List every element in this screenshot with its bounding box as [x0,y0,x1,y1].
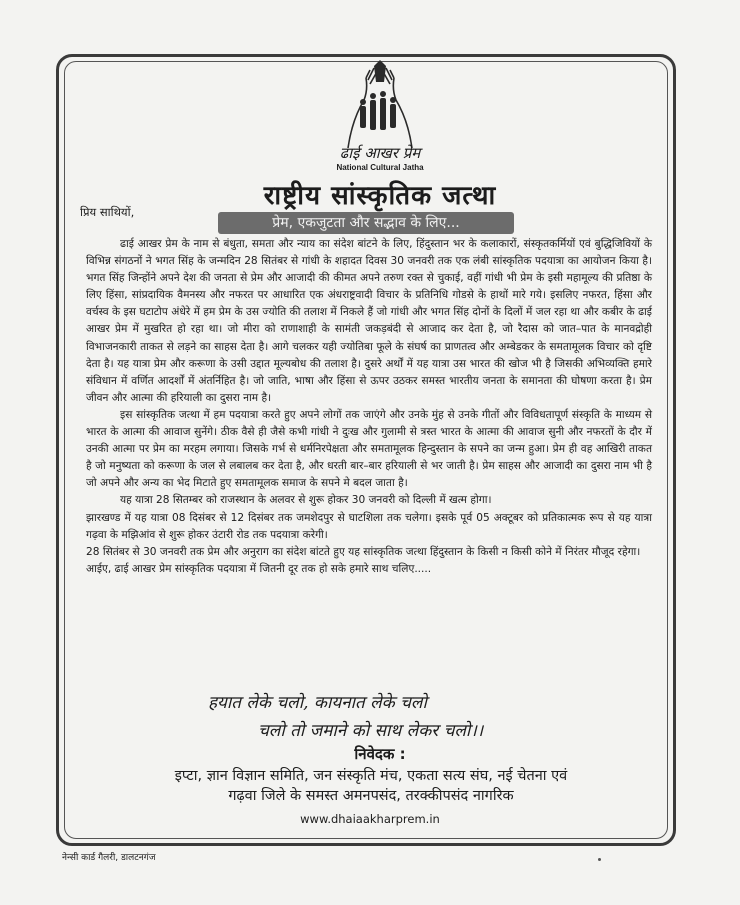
paragraph: ढाई आखर प्रेम के नाम से बंधुता, समता और न्याय का संदेश बांटने के लिए, हिंदुस्तान भर के कलाकारों, संस्कृतकर्मियों एवं बुद्धिजिवियों के विभिन्न संगठनों ने भगत सिंह के जन्मदिन 28 सितंबर से गांधी के शहादत दिवस 30 जनवरी तक एक लंबी सांस्कृतिक पदयात्रा का आयोजन किया है। भगत सिंह जिन्होंने अपने देश की जनता से प्रेम और आजादी की कीमत अपने तरुण रक्त से चुकाई, वहीं गांधी भी प्रेम के इसी महामूल्य की प्रतिष्ठा के लिए हिंसा, सांप्रदायिक वैमनस्य और नफरत पर आधारित एक अंधराष्ट्रवादी विचार के प्रतिनिधि गोडसे के हाथों मारे गये। इसलिए नफरत, हिंसा और वर्चस्व के इस घटाटोप अंधेरे में हम प्रेम के उस ज्योति की तलाश में निकले हैं जो गांधी और भगत सिंह दोनों के दिलों में जल रहा था और कबीर के ढाई आखर प्रेम में मुखरित हो रहा था। जो मीरा को राणाशाही के सामंती जकड़बंदी से आजाद कर देता है, जो रैदास को जात–पात के मानवद्रोही विभाजनकारी ताकत से लड़ने का साहस देता है। आगे चलकर यही ज्योतिबा फूले के संघर्ष का प्राणतत्व और अम्बेडकर के समतामूलक विचार को दृष्टि देता है। यह यात्रा प्रेम और करूणा के उसी उद्दात मूल्यबोध की तलाश है। दुसरे अर्थों में यह यात्रा उस भारत की खोज भी है जिसकी अभिव्यक्ति हमारे संविधान में वर्णित आदर्शों में अंतर्निहित है। जो जाति, भाषा और हिंसा से ऊपर उठकर समस्त भारतीय जनता के समानता की घोषणा करता है। प्रेम जीवन और आत्मा की हरियाली का दुसरा नाम है। [86,238,652,404]
greeting: प्रिय साथियों, [80,205,135,219]
organization-name-hindi: ढाई आखर प्रेम [339,144,421,162]
printer-credit: नेन्सी कार्ड गैलरी, डालटनगंज [62,853,156,863]
appellant-heading: निवेदक : [354,745,406,763]
subtitle-banner: प्रेम, एकजुटता और सद्भाव के लिए... [218,212,514,234]
website-url: www.dhaiaakharprem.in [300,812,440,826]
organization-name-english: National Cultural Jatha [336,163,424,172]
letter-body [86,236,652,578]
page-title: राष्ट्रीय सांस्कृतिक जत्था [263,181,497,211]
slogan-line-2: चलो तो जमाने को साथ लेकर चलो।। [258,721,484,741]
appellant-list [86,766,656,806]
slogan-line-1: हयात लेके चलो, कायनात लेके चलो [208,693,427,713]
appellant-line: इप्टा, ज्ञान विज्ञान समिति, जन संस्कृति मंच, एकता सत्य संघ, नई चेतना एवं [174,768,568,784]
raised-hands-logo-icon [330,60,430,152]
stray-dot [598,858,601,861]
paragraph: यह यात्रा 28 सितम्बर को राजस्थान के अलवर से शुरू होकर 30 जनवरी को दिल्ली में खत्म होगा। [120,494,492,507]
paragraph: 28 सितंबर से 30 जनवरी तक प्रेम और अनुराग का संदेश बांटते हुए यह सांस्कृतिक जत्था हिंदुस्तान के किसी न किसी कोने में निरंतर मौजूद रहेगा। [86,545,641,558]
paragraph: इस सांस्कृतिक जत्था में हम पदयात्रा करते हुए अपने लोगों तक जाएंगे और उनके मुंह से उनके गीतों और विविधतापूर्ण संस्कृति के माध्यम से भारत के आत्मा की आवाज सुनेंगे। ठीक वैसे ही जैसे कभी गांधी ने दुःख और गुलामी से त्रस्त भारत के आत्मा की आवाज सुनी और नफरतों के दौर में उनकी आत्मा पर प्रेम का मरहम लगाया। जिसके गर्भ से धर्मनिरपेक्षता और समतामूलक हिन्दुस्तान के सपने का जन्म हुआ। प्रेम ही वह आखिरी ताकत है जो मनुष्यता को करूणा के जल से लबालब कर देता है, और धरती बार–बार हरियाली से भर जाती है। प्रेम साहस और आजादी का दुसरा नाम भी है जो अपने और अन्य का भेद मिटाते हुए समतामूलक समाज के सपने मे बदल जाता है। [86,408,652,490]
paragraph: आईए, ढाई आखर प्रेम सांस्कृतिक पदयात्रा में जितनी दूर तक हो सके हमारे साथ चलिए..... [86,562,432,575]
paragraph: झारखण्ड में यह यात्रा 08 दिसंबर से 12 दिसंबर तक जमशेदपुर से घाटशिला तक चलेगा। इसके पूर्व 05 अक्टूबर को प्रतिकात्मक रूप से यह यात्रा गढ़वा के मझिआंव से शुरू होकर उंटारी रोड तक पदयात्रा करेगी। [86,511,652,541]
appellant-line: गढ़वा जिले के समस्त अमनपसंद, तरक्कीपसंद नागरिक [228,788,514,804]
